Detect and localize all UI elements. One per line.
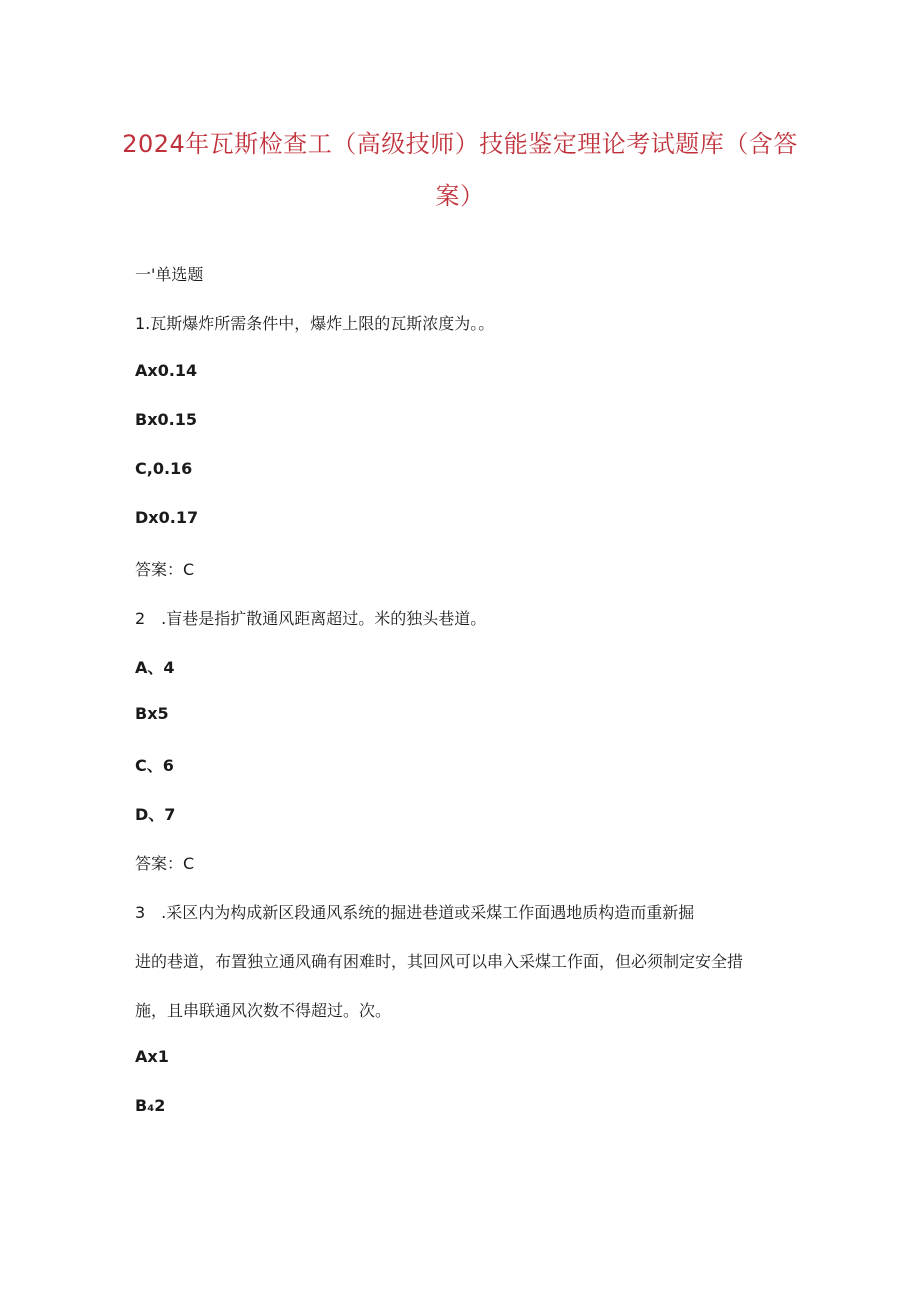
question-2-stem: 2 .盲巷是指扩散通风距离超过。米的独头巷道。 [135, 609, 487, 628]
question-1-stem: 1.瓦斯爆炸所需条件中，爆炸上限的瓦斯浓度为。。 [135, 314, 495, 333]
question-3-option-b: B₄2 [135, 1096, 166, 1115]
question-1-option-b: Bx0.15 [135, 410, 197, 429]
question-2-answer: 答案：C [135, 854, 195, 873]
question-1-option-d: Dx0.17 [135, 508, 199, 527]
question-3-stem-line-2: 进的巷道，布置独立通风确有困难时，其回风可以串入采煤工作面，但必须制定安全措 [135, 952, 744, 971]
document-title-line-2: 案） [435, 182, 485, 210]
question-1-answer: 答案：C [135, 560, 195, 579]
document-title-line-1: 2024年瓦斯检查工（高级技师）技能鉴定理论考试题库（含答 [122, 130, 798, 158]
question-2-option-c: C、6 [135, 756, 174, 775]
question-3-option-a: Ax1 [135, 1047, 169, 1066]
section-heading: 一'单选题 [135, 265, 204, 284]
question-1-option-a: Ax0.14 [135, 361, 198, 380]
question-3-stem-line-3: 施，且串联通风次数不得超过。次。 [135, 1001, 392, 1020]
question-3-stem-line-1: 3 .采区内为构成新区段通风系统的掘进巷道或采煤工作面遇地质构造而重新掘 [135, 903, 695, 922]
question-1-option-c: C,0.16 [135, 459, 193, 478]
question-2-option-a: A、4 [135, 658, 175, 677]
question-2-option-b: Bx5 [135, 704, 169, 723]
question-2-option-d: D、7 [135, 805, 176, 824]
